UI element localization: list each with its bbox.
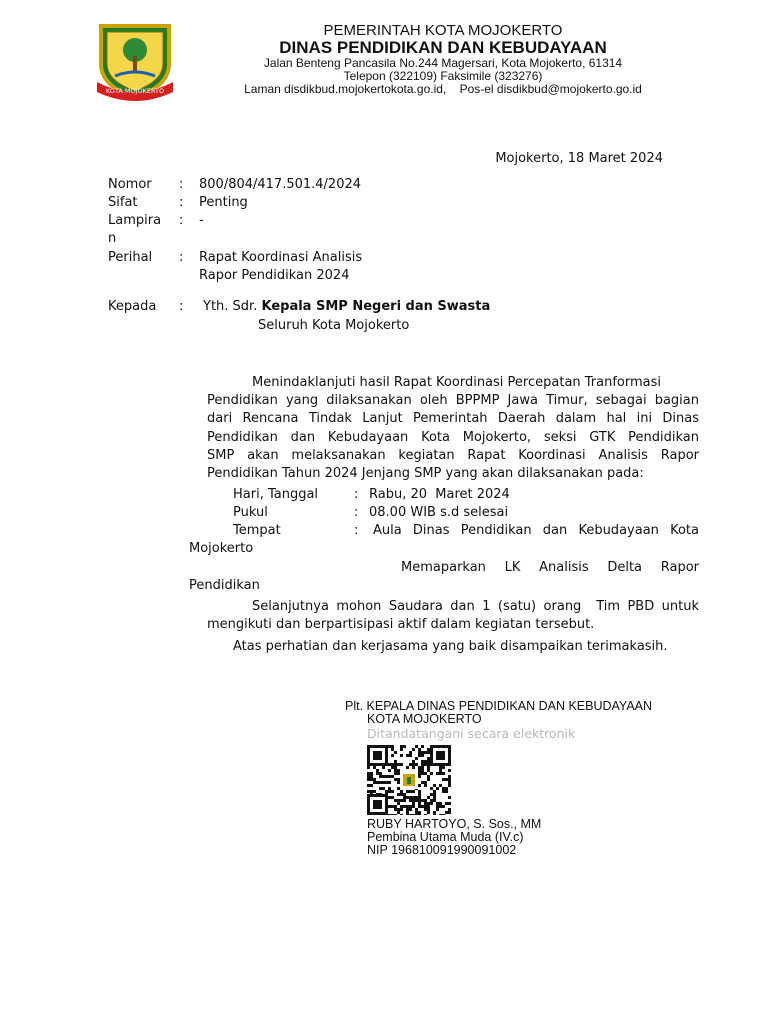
body-p1-line4: Pendidikan dan Kebudayaan Kota Mojokerto, seksi GTK Pendidikan xyxy=(207,430,699,445)
lampiran-value: - xyxy=(199,213,204,228)
recipient-prefix: Yth. Sdr. xyxy=(203,299,258,314)
tempat-value-wrap: Mojokerto xyxy=(189,541,254,556)
lampiran-label: Lampira xyxy=(108,213,162,228)
body-p1-line6: Pendidikan Tahun 2024 Jenjang SMP yang akan dilaksanakan pada: xyxy=(207,466,644,481)
electronic-signature-note: Ditandatangani secara elektronik xyxy=(367,726,576,741)
recipient-name: Kepala SMP Negeri dan Swasta xyxy=(261,299,491,314)
tempat-value: Aula Dinas Pendidikan dan Kebudayaan Kota xyxy=(373,523,699,538)
acara-value: Memaparkan LK Analisis Delta Rapor xyxy=(401,560,699,575)
hari-label: Hari, Tanggal xyxy=(233,487,319,502)
body-p1-line5: SMP akan melaksanakan kegiatan Rapat Koordinasi Analisis Rapor xyxy=(207,448,699,463)
perihal-value-line2: Rapor Pendidikan 2024 xyxy=(199,268,350,283)
letterhead-agency: DINAS PENDIDIKAN DAN KEBUDAYAAN xyxy=(279,38,607,57)
sifat-value: Penting xyxy=(199,195,248,210)
letterhead-government: PEMERINTAH KOTA MOJOKERTO xyxy=(323,22,563,39)
body-p1-line3: dari Rencana Tindak Lanjut Pemerintah Daerah dalam hal ini Dinas xyxy=(207,411,699,426)
kepada-label: Kepada xyxy=(108,299,157,314)
colon: : xyxy=(179,213,184,228)
colon: : xyxy=(179,177,184,192)
signature-title-line1: Plt. KEPALA DINAS PENDIDIKAN DAN KEBUDAYAAN xyxy=(345,699,653,713)
body-p1-line2: Pendidikan yang dilaksanakan oleh BPPMP Jawa Timur, sebagai bagian xyxy=(207,393,699,408)
signature-title-line2: KOTA MOJOKERTO xyxy=(367,712,482,726)
sifat-label: Sifat xyxy=(108,195,138,210)
nomor-value: 800/804/417.501.4/2024 xyxy=(199,177,362,192)
perihal-value-line1: Rapat Koordinasi Analisis xyxy=(199,250,363,265)
body-p3: Atas perhatian dan kerjasama yang baik disampaikan terimakasih. xyxy=(233,639,668,654)
nomor-label: Nomor xyxy=(108,177,152,192)
colon: : xyxy=(179,250,184,265)
letter-date: Mojokerto, 18 Maret 2024 xyxy=(495,151,663,166)
letterhead-phone: Telepon (322109) Faksimile (323276) xyxy=(343,69,543,83)
acara-value-wrap: Pendidikan xyxy=(189,578,260,593)
colon: : xyxy=(354,523,359,538)
pukul-label: Pukul xyxy=(233,505,268,520)
body-p2-line1: Selanjutnya mohon Saudara dan 1 (satu) orang Tim PBD untuk xyxy=(252,599,699,614)
signatory-rank: Pembina Utama Muda (IV.c) xyxy=(367,830,524,844)
letterhead-address: Jalan Benteng Pancasila No.244 Magersari, Kota Mojokerto, 61314 xyxy=(263,56,623,70)
signatory-nip: NIP 196810091990091002 xyxy=(367,843,517,857)
qr-code-icon xyxy=(367,745,451,815)
colon: : xyxy=(354,487,359,502)
lampiran-label-wrap: n xyxy=(108,231,117,246)
colon: : xyxy=(354,505,359,520)
perihal-label: Perihal xyxy=(108,250,153,265)
letterhead-web-email: Laman disdikbud.mojokertokota.go.id, Pos-el disdikbud@mojokerto.go.id xyxy=(244,82,642,96)
tempat-label: Tempat xyxy=(233,523,281,538)
body-p1-line1: Menindaklanjuti hasil Rapat Koordinasi Percepatan Tranformasi xyxy=(252,375,662,390)
kepada-line xyxy=(203,299,490,314)
recipient-location: Seluruh Kota Mojokerto xyxy=(258,318,410,333)
body-p2-line2: mengikuti dan berpartisipasi aktif dalam kegiatan tersebut. xyxy=(207,617,595,632)
colon: : xyxy=(179,299,184,314)
pukul-value: 08.00 WIB s.d selesai xyxy=(369,505,509,520)
hari-value: Rabu, 20 Maret 2024 xyxy=(369,487,510,502)
signatory-name: RUBY HARTOYO, S. Sos., MM xyxy=(367,817,542,831)
svg-text:KOTA MOJOKERTO: KOTA MOJOKERTO xyxy=(105,87,165,95)
colon: : xyxy=(179,195,184,210)
